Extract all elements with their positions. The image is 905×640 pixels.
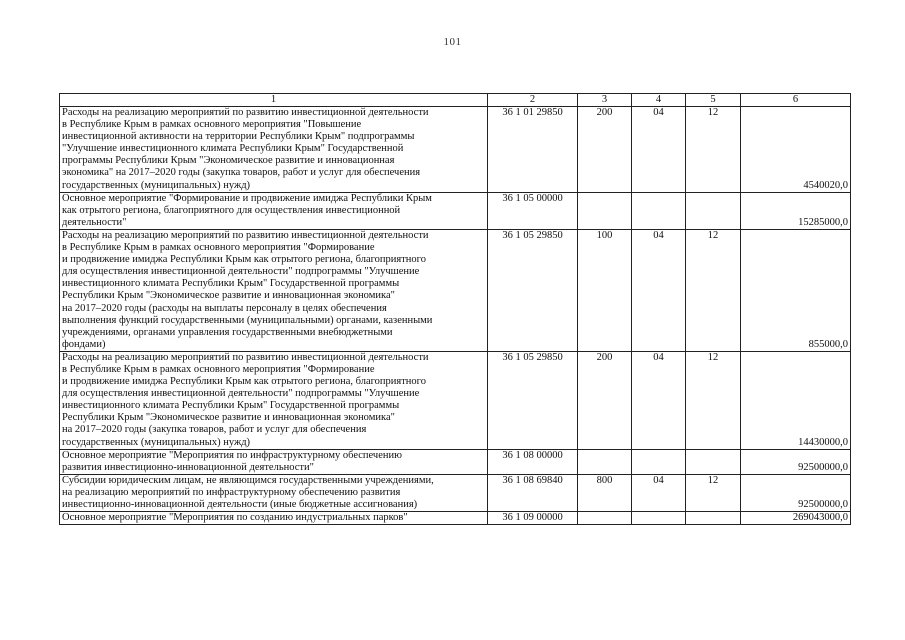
row-section: 04 — [632, 107, 686, 193]
column-header-4: 4 — [632, 94, 686, 107]
row-budget-code: 36 1 05 29850 — [488, 351, 578, 449]
table-row — [60, 107, 851, 193]
row-description — [60, 107, 488, 193]
row-section: 04 — [632, 351, 686, 449]
row-expense-type: 200 — [578, 107, 632, 193]
row-amount: 4540020,0 — [741, 107, 851, 193]
row-budget-code: 36 1 08 69840 — [488, 474, 578, 511]
row-description-text: Основное мероприятие "Формирование и продвижение имиджа Республики Крым как отрытого региона, благоприятного для осуществления инвестиционной деятельности" — [62, 192, 432, 228]
table-row — [60, 474, 851, 511]
row-expense-type — [578, 512, 632, 525]
row-budget-code: 36 1 05 00000 — [488, 192, 578, 229]
row-section: 04 — [632, 229, 686, 351]
row-description — [60, 229, 488, 351]
row-amount: 855000,0 — [741, 229, 851, 351]
row-subsection: 12 — [686, 351, 741, 449]
row-description-text: Расходы на реализацию мероприятий по развитию инвестиционной деятельности в Республике Крым в рамках основного мероприятия "Повышение инвестиционной активности на территории Республики Крым" подпрограммы "Улучшение инвестиционного климата Республики Крым" Государственной программы Республики Крым "Экономическое развитие и инновационная экономика" на 2017–2020 годы (закупка товаров, работ и услуг для обеспечения государственных (муниципальных) нужд) — [62, 107, 429, 191]
row-subsection: 12 — [686, 107, 741, 193]
row-description — [60, 474, 488, 511]
row-expense-type: 100 — [578, 229, 632, 351]
row-description — [60, 449, 488, 474]
row-section: 04 — [632, 474, 686, 511]
page-number: 101 — [443, 36, 462, 48]
row-budget-code: 36 1 05 29850 — [488, 229, 578, 351]
column-header-2: 2 — [488, 94, 578, 107]
table-header-row — [60, 94, 851, 107]
table-row — [60, 449, 851, 474]
row-section — [632, 449, 686, 474]
row-amount: 92500000,0 — [741, 449, 851, 474]
row-description-text: Расходы на реализацию мероприятий по развитию инвестиционной деятельности в Республике Крым в рамках основного мероприятия "Формирование и продвижение имиджа Республики Крым как отрытого региона, благоприятного для осуществления инвестиционной деятельности" подпрограммы "Улучшение инвестиционного климата Республики Крым" Государственной программы Республики Крым "Экономическое развитие и инновационная экономика" на 2017–2020 годы (расходы на выплаты персоналу в целях обеспечения выполнения функций государственными (муниципальными) органами, казенными учреждениями, органами управления государственными внебюджетными фондами) — [62, 229, 433, 350]
table-row — [60, 229, 851, 351]
row-description — [60, 512, 488, 525]
table-row — [60, 512, 851, 525]
row-subsection — [686, 449, 741, 474]
table-row — [60, 351, 851, 449]
row-amount: 14430000,0 — [741, 351, 851, 449]
row-subsection — [686, 512, 741, 525]
row-expense-type — [578, 192, 632, 229]
row-amount: 269043000,0 — [741, 512, 851, 525]
row-description — [60, 351, 488, 449]
row-description-text: Основное мероприятие "Мероприятия по созданию индустриальных парков" — [62, 512, 408, 524]
row-subsection: 12 — [686, 229, 741, 351]
row-budget-code: 36 1 09 00000 — [488, 512, 578, 525]
row-description-text: Субсидии юридическим лицам, не являющимся государственными учреждениями, на реализацию мероприятий по инфраструктурному обеспечению развития инвестиционно-инновационной деятельности (иные бюджетные ассигнования) — [62, 474, 434, 510]
row-description-text: Расходы на реализацию мероприятий по развитию инвестиционной деятельности в Республике Крым в рамках основного мероприятия "Формирование и продвижение имиджа Республики Крым как отрытого региона, благоприятного для осуществления инвестиционной деятельности" подпрограммы "Улучшение инвестиционного климата Республики Крым" Государственной программы Республики Крым "Экономическое развитие и инновационная экономика" на 2017–2020 годы (закупка товаров, работ и услуг для обеспечения государственных (муниципальных) нужд) — [62, 351, 429, 448]
row-description — [60, 192, 488, 229]
column-header-6: 6 — [741, 94, 851, 107]
row-amount: 92500000,0 — [741, 474, 851, 511]
row-budget-code: 36 1 01 29850 — [488, 107, 578, 193]
row-subsection: 12 — [686, 474, 741, 511]
row-section — [632, 192, 686, 229]
row-amount: 15285000,0 — [741, 192, 851, 229]
column-header-1: 1 — [60, 94, 488, 107]
column-header-3: 3 — [578, 94, 632, 107]
table-row — [60, 192, 851, 229]
column-header-5: 5 — [686, 94, 741, 107]
budget-table — [59, 93, 851, 525]
row-budget-code: 36 1 08 00000 — [488, 449, 578, 474]
row-description-text: Основное мероприятие "Мероприятия по инфраструктурному обеспечению развития инвестиционно-инновационной деятельности" — [62, 449, 402, 473]
row-expense-type: 200 — [578, 351, 632, 449]
row-expense-type: 800 — [578, 474, 632, 511]
row-section — [632, 512, 686, 525]
row-subsection — [686, 192, 741, 229]
row-expense-type — [578, 449, 632, 474]
